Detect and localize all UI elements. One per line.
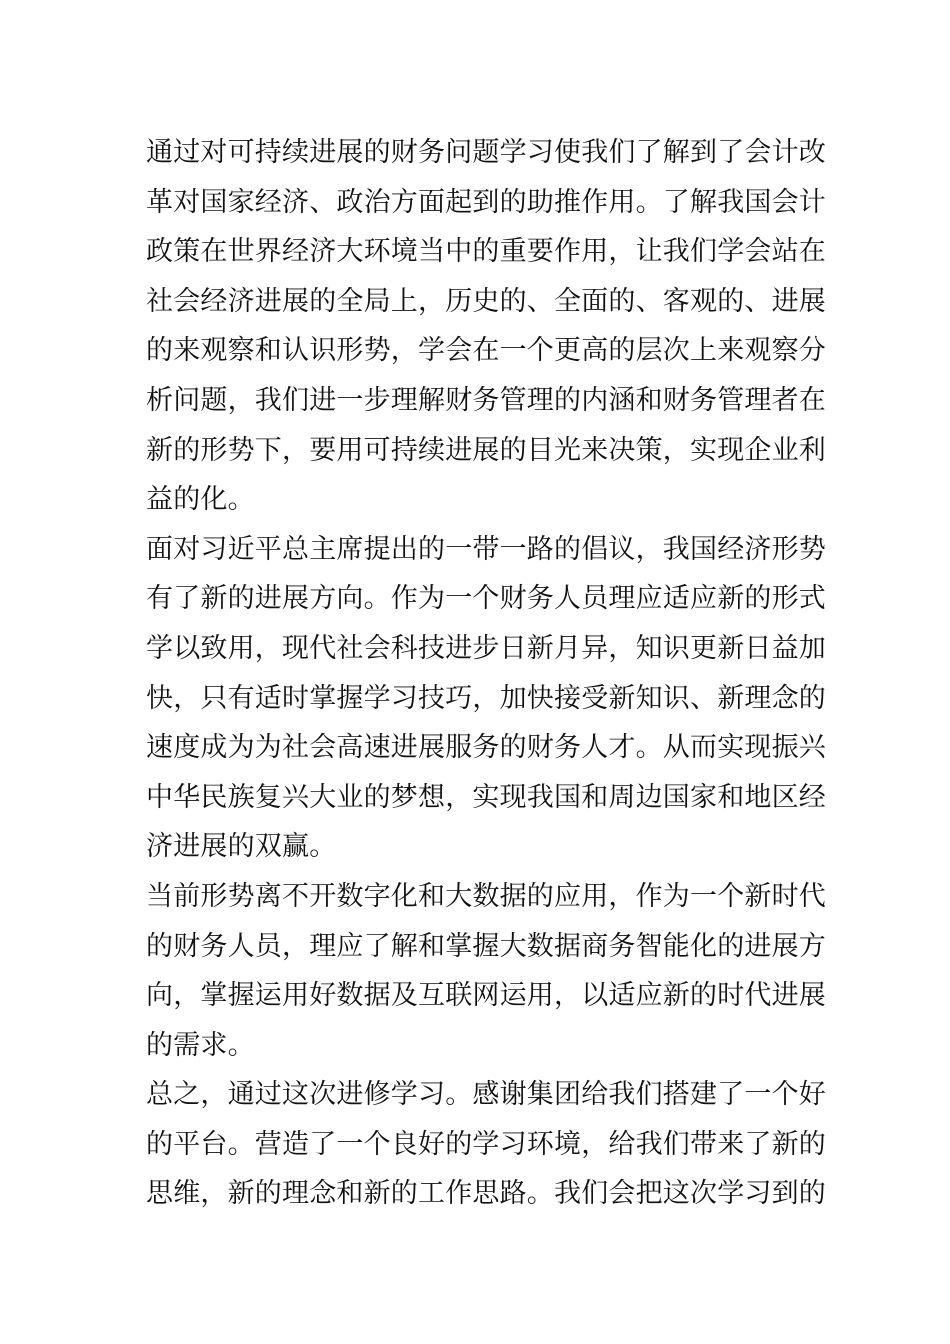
- text-line: 革对国家经济、政治方面起到的助推作用。了解我国会计: [146, 186, 826, 218]
- text-line: 社会经济进展的全局上，历史的、全面的、客观的、进展: [146, 285, 826, 317]
- paragraph-1: [146, 128, 826, 525]
- paragraph-2: [146, 525, 826, 872]
- paragraph-4: [146, 1070, 826, 1219]
- document-body: [146, 128, 826, 1219]
- text-line: 政策在世界经济大环境当中的重要作用，让我们学会站在: [146, 236, 826, 268]
- text-line: 速度成为为社会高速进展服务的财务人才。从而实现振兴: [146, 732, 826, 764]
- paragraph-3: [146, 872, 826, 1070]
- text-line: 的财务人员，理应了解和掌握大数据商务智能化的进展方: [146, 930, 826, 962]
- text-line: 济进展的双赢。: [146, 831, 337, 863]
- text-line: 面对习近平总主席提出的一带一路的倡议，我国经济形势: [146, 533, 826, 565]
- text-line: 思维，新的理念和新的工作思路。我们会把这次学习到的: [146, 1178, 826, 1210]
- text-line: 新的形势下，要用可持续进展的目光来决策，实现企业利: [146, 434, 826, 466]
- text-line: 总之，通过这次进修学习。感谢集团给我们搭建了一个好: [146, 1079, 826, 1111]
- text-line: 益的化。: [146, 484, 255, 516]
- text-line: 的来观察和认识形势，学会在一个更高的层次上来观察分: [146, 335, 826, 367]
- text-line: 的需求。: [146, 1029, 255, 1061]
- text-line: 快，只有适时掌握学习技巧，加快接受新知识、新理念的: [146, 682, 826, 714]
- text-line: 向，掌握运用好数据及互联网运用，以适应新的时代进展: [146, 980, 826, 1012]
- text-line: 中华民族复兴大业的梦想，实现我国和周边国家和地区经: [146, 781, 826, 813]
- text-line: 通过对可持续进展的财务问题学习使我们了解到了会计改: [146, 137, 826, 168]
- text-line: 当前形势离不开数字化和大数据的应用，作为一个新时代: [146, 880, 826, 912]
- text-line: 的平台。营造了一个良好的学习环境，给我们带来了新的: [146, 1128, 826, 1160]
- text-line: 有了新的进展方向。作为一个财务人员理应适应新的形式: [146, 583, 826, 615]
- text-line: 析问题，我们进一步理解财务管理的内涵和财务管理者在: [146, 384, 826, 416]
- text-line: 学以致用，现代社会科技进步日新月异，知识更新日益加: [146, 632, 826, 664]
